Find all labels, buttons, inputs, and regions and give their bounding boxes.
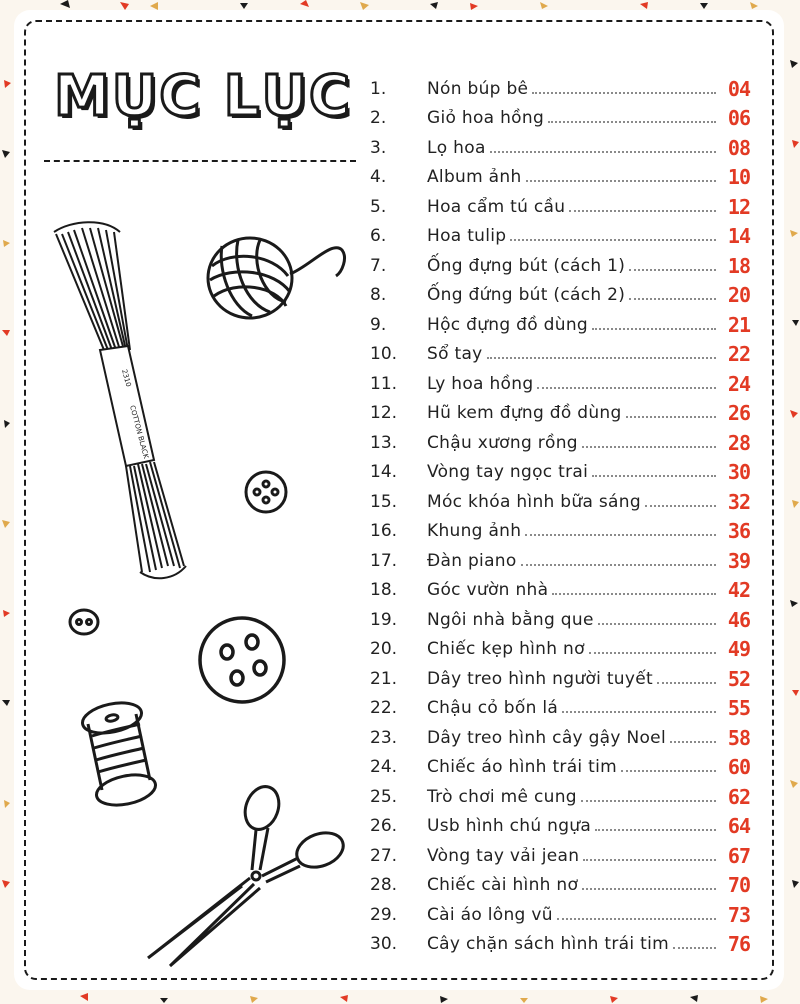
toc-entry-number: 3. bbox=[370, 137, 387, 158]
dot-leader bbox=[592, 327, 716, 330]
toc-entry[interactable] bbox=[370, 483, 750, 513]
toc-entry-page: 30 bbox=[727, 460, 750, 484]
dot-leader bbox=[598, 622, 716, 625]
toc-entry[interactable] bbox=[370, 365, 750, 395]
toc-entry-page: 36 bbox=[727, 519, 750, 543]
toc-entry-page: 60 bbox=[727, 755, 750, 779]
toc-entry-number: 28. bbox=[370, 875, 398, 895]
dot-leader bbox=[583, 858, 716, 861]
toc-entry[interactable] bbox=[370, 631, 750, 661]
toc-entry-title: Chiếc áo hình trái tim bbox=[427, 757, 617, 777]
toc-entry-page: 21 bbox=[727, 312, 750, 337]
toc-entry-number: 30. bbox=[370, 934, 398, 954]
toc-entry-page: 28 bbox=[727, 430, 750, 455]
toc-entry-title: Ly hoa hồng bbox=[427, 373, 534, 394]
toc-entry-title: Usb hình chú ngựa bbox=[427, 816, 592, 836]
toc-entry-number: 18. bbox=[370, 580, 398, 600]
toc-entry-title: Trò chơi mê cung bbox=[427, 786, 577, 807]
svg-text:COTTON BLACK: COTTON BLACK bbox=[128, 404, 150, 460]
dot-leader bbox=[629, 268, 716, 271]
toc-entry-page: 14 bbox=[727, 224, 750, 248]
toc-entry[interactable] bbox=[370, 572, 750, 602]
scissors-icon bbox=[148, 782, 348, 966]
page-title: MỤC LỤC bbox=[54, 64, 353, 129]
toc-entry-number: 11. bbox=[370, 373, 398, 394]
toc-entry-title: Sổ tay bbox=[427, 344, 483, 364]
button-icon bbox=[246, 472, 286, 512]
toc-entry[interactable] bbox=[370, 690, 750, 720]
dot-leader bbox=[525, 533, 716, 536]
toc-entry-title: Móc khóa hình bữa sáng bbox=[427, 491, 641, 512]
toc-entry-number: 17. bbox=[370, 550, 398, 571]
toc-entry-title: Hộc đựng đồ dùng bbox=[427, 314, 588, 335]
toc-entry-title: Hoa cẩm tú cầu bbox=[427, 196, 566, 217]
toc-entry-number: 20. bbox=[370, 639, 398, 659]
toc-entry-page: 52 bbox=[727, 666, 750, 691]
toc-entry-title: Đàn piano bbox=[427, 550, 517, 571]
dot-leader bbox=[581, 799, 716, 802]
toc-entry-number: 8. bbox=[370, 285, 387, 305]
toc-entry-number: 25. bbox=[370, 786, 398, 807]
toc-entry-title: Chiếc cài hình nơ bbox=[427, 875, 579, 895]
spool-icon bbox=[80, 698, 159, 810]
toc-entry-page: 20 bbox=[727, 283, 750, 307]
craft-illustrations bbox=[42, 210, 372, 970]
toc-entry[interactable] bbox=[370, 188, 750, 218]
dot-leader bbox=[626, 415, 716, 418]
dot-leader bbox=[582, 445, 716, 448]
toc-entry[interactable] bbox=[370, 336, 750, 366]
toc-entry-page: 58 bbox=[727, 725, 750, 750]
dot-leader bbox=[673, 946, 716, 949]
toc-entry-title: Chậu xương rồng bbox=[427, 432, 578, 453]
toc-entry-page: 67 bbox=[727, 843, 750, 868]
toc-entry-title: Chiếc kẹp hình nơ bbox=[427, 639, 585, 659]
dot-leader bbox=[569, 209, 716, 212]
toc-entry-page: 10 bbox=[727, 165, 750, 189]
toc-entry-title: Nón búp bê bbox=[427, 78, 529, 99]
toc-entry-title: Hoa tulip bbox=[427, 226, 507, 246]
toc-entry-number: 26. bbox=[370, 816, 398, 836]
toc-entry-page: 46 bbox=[727, 607, 750, 632]
toc-entry-number: 29. bbox=[370, 904, 398, 925]
dot-leader bbox=[562, 710, 716, 713]
toc-entry[interactable] bbox=[370, 454, 750, 484]
toc-entry-page: 22 bbox=[727, 342, 750, 366]
toc-entry-title: Dây treo hình cây gậy Noel bbox=[427, 727, 666, 748]
toc-entry-number: 19. bbox=[370, 609, 398, 630]
toc-entry-number: 7. bbox=[370, 255, 387, 276]
toc-entry-number: 15. bbox=[370, 491, 398, 512]
toc-entry-page: 39 bbox=[727, 548, 750, 573]
dot-leader bbox=[592, 474, 716, 477]
toc-entry-title: Album ảnh bbox=[427, 167, 522, 187]
dot-leader bbox=[657, 681, 716, 684]
toc-entry-title: Cài áo lông vũ bbox=[427, 904, 553, 925]
toc-entry-title: Chậu cỏ bốn lá bbox=[427, 698, 559, 718]
toc-entry-title: Cây chặn sách hình trái tim bbox=[427, 934, 669, 954]
toc-entry[interactable] bbox=[370, 660, 750, 690]
toc-entry-page: 62 bbox=[727, 784, 750, 809]
toc-entry[interactable] bbox=[370, 867, 750, 897]
toc-entry-number: 4. bbox=[370, 167, 387, 187]
toc-entry-number: 23. bbox=[370, 727, 398, 748]
dot-leader bbox=[582, 887, 716, 890]
toc-entry[interactable] bbox=[370, 100, 750, 130]
toc-entry-title: Khung ảnh bbox=[427, 521, 522, 541]
dot-leader bbox=[537, 386, 716, 389]
toc-entry-number: 10. bbox=[370, 344, 398, 364]
toc-entry-title: Lọ hoa bbox=[427, 137, 486, 158]
toc-entry-number: 1. bbox=[370, 78, 387, 99]
toc-entry-title: Giỏ hoa hồng bbox=[427, 108, 545, 128]
toc-page bbox=[14, 10, 784, 990]
thread-skein-icon bbox=[54, 222, 186, 578]
dot-leader bbox=[589, 651, 716, 654]
toc-entry-page: 70 bbox=[727, 873, 750, 897]
toc-entry-title: Vòng tay ngọc trai bbox=[427, 462, 589, 482]
dot-leader bbox=[490, 150, 716, 153]
toc-entry[interactable] bbox=[370, 926, 750, 956]
toc-entry[interactable] bbox=[370, 70, 750, 100]
dot-leader bbox=[670, 740, 716, 743]
toc-entry[interactable] bbox=[370, 542, 750, 572]
toc-entry-page: 64 bbox=[727, 814, 750, 838]
toc-entry-page: 06 bbox=[727, 106, 750, 130]
dot-leader bbox=[548, 120, 716, 123]
toc-entry-title: Ngôi nhà bằng que bbox=[427, 609, 594, 630]
toc-entry-number: 5. bbox=[370, 196, 387, 217]
toc-entry-title: Ống đứng bút (cách 2) bbox=[427, 285, 626, 305]
toc-entry[interactable] bbox=[370, 129, 750, 159]
button-icon bbox=[70, 610, 98, 634]
toc-entry-number: 14. bbox=[370, 462, 398, 482]
toc-entry-page: 26 bbox=[727, 401, 750, 425]
table-of-contents bbox=[370, 70, 750, 955]
toc-entry-number: 9. bbox=[370, 314, 387, 335]
toc-entry-title: Hũ kem đựng đồ dùng bbox=[427, 403, 622, 423]
toc-entry-number: 22. bbox=[370, 698, 398, 718]
toc-entry[interactable] bbox=[370, 159, 750, 189]
dot-leader bbox=[621, 769, 716, 772]
toc-entry[interactable] bbox=[370, 896, 750, 926]
toc-entry[interactable] bbox=[370, 218, 750, 248]
dot-leader bbox=[645, 504, 716, 507]
toc-entry[interactable] bbox=[370, 837, 750, 867]
toc-entry-title: Góc vườn nhà bbox=[427, 580, 549, 600]
toc-entry-page: 55 bbox=[727, 696, 750, 720]
toc-entry[interactable] bbox=[370, 277, 750, 307]
toc-entry[interactable] bbox=[370, 601, 750, 631]
toc-entry[interactable] bbox=[370, 247, 750, 277]
toc-entry-page: 08 bbox=[727, 135, 750, 160]
toc-entry-page: 12 bbox=[727, 194, 750, 219]
toc-entry[interactable] bbox=[370, 778, 750, 808]
dot-leader bbox=[595, 828, 716, 831]
toc-entry-number: 13. bbox=[370, 432, 398, 453]
toc-entry-page: 04 bbox=[727, 76, 750, 101]
toc-entry-title: Ống đựng bút (cách 1) bbox=[427, 255, 626, 276]
toc-entry-number: 12. bbox=[370, 403, 398, 423]
toc-entry-title: Dây treo hình người tuyết bbox=[427, 668, 653, 689]
toc-entry[interactable] bbox=[370, 395, 750, 425]
yarn-ball-icon bbox=[208, 238, 344, 318]
toc-entry-number: 21. bbox=[370, 668, 398, 689]
toc-entry-page: 32 bbox=[727, 489, 750, 514]
toc-entry[interactable] bbox=[370, 719, 750, 749]
dot-leader bbox=[526, 179, 716, 182]
dot-leader bbox=[521, 563, 716, 566]
title-divider bbox=[44, 160, 356, 162]
toc-entry-page: 73 bbox=[727, 902, 750, 927]
toc-entry-page: 42 bbox=[727, 578, 750, 602]
toc-entry-number: 16. bbox=[370, 521, 398, 541]
dot-leader bbox=[629, 297, 716, 300]
toc-entry-title: Vòng tay vải jean bbox=[427, 845, 580, 866]
toc-entry[interactable] bbox=[370, 424, 750, 454]
title-block bbox=[54, 62, 354, 132]
toc-entry-number: 6. bbox=[370, 226, 387, 246]
toc-entry-number: 27. bbox=[370, 845, 398, 866]
toc-entry-number: 24. bbox=[370, 757, 398, 777]
toc-entry[interactable] bbox=[370, 513, 750, 543]
toc-entry[interactable] bbox=[370, 306, 750, 336]
button-icon bbox=[200, 618, 284, 702]
dot-leader bbox=[557, 917, 716, 920]
toc-entry[interactable] bbox=[370, 749, 750, 779]
toc-entry-page: 49 bbox=[727, 637, 750, 661]
dot-leader bbox=[510, 238, 716, 241]
toc-entry-page: 18 bbox=[727, 253, 750, 278]
toc-entry[interactable] bbox=[370, 808, 750, 838]
dot-leader bbox=[487, 356, 716, 359]
svg-text:2310: 2310 bbox=[120, 368, 133, 388]
dot-leader bbox=[552, 592, 716, 595]
dot-leader bbox=[532, 91, 716, 94]
toc-entry-number: 2. bbox=[370, 108, 387, 128]
toc-entry-page: 24 bbox=[727, 371, 750, 396]
toc-entry-page: 76 bbox=[727, 932, 750, 956]
